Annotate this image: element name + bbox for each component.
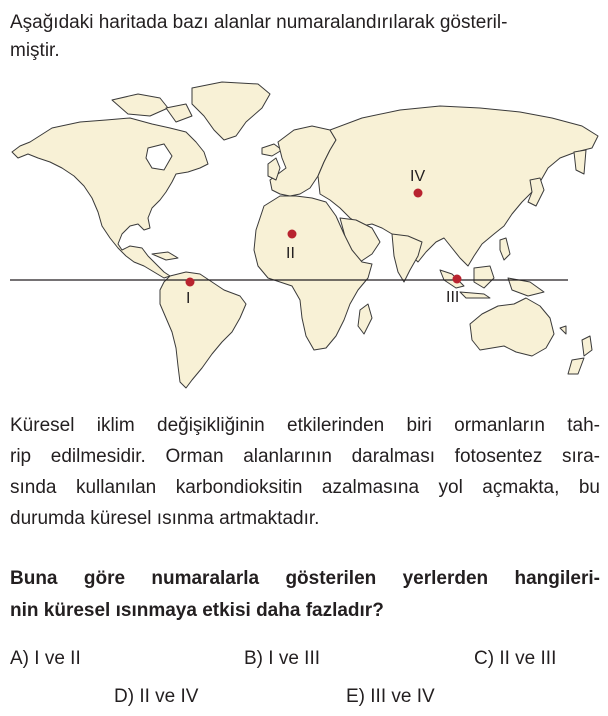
paragraph-line-4: durumda küresel ısınma artmaktadır. bbox=[10, 508, 320, 529]
intro-text bbox=[10, 9, 602, 65]
greenland bbox=[192, 82, 270, 140]
cuba bbox=[152, 252, 178, 260]
java bbox=[460, 292, 490, 298]
question-stem bbox=[10, 563, 600, 627]
arctic-island-2 bbox=[166, 104, 192, 122]
new-guinea bbox=[508, 278, 544, 296]
marker-dot-iii bbox=[453, 275, 462, 284]
australia bbox=[470, 298, 554, 356]
option-d[interactable]: D) II ve IV bbox=[114, 686, 199, 707]
north-america bbox=[12, 118, 208, 278]
south-america bbox=[160, 272, 246, 388]
marker-label-iii: III bbox=[446, 289, 460, 306]
pacific-island bbox=[560, 326, 566, 334]
intro-line-2: miştir. bbox=[10, 40, 60, 61]
new-zealand-south bbox=[568, 358, 584, 374]
marker-dot-ii bbox=[288, 230, 297, 239]
kamchatka bbox=[574, 150, 586, 174]
option-a[interactable]: A) I ve II bbox=[10, 648, 81, 669]
marker-label-iv: IV bbox=[410, 168, 426, 185]
madagascar bbox=[358, 304, 372, 334]
marker-label-ii: II bbox=[286, 245, 295, 262]
marker-dot-iv bbox=[414, 189, 423, 198]
world-map bbox=[0, 78, 608, 398]
intro-line-1: Aşağıdaki haritada bazı alanlar numaralandırılarak gösteril- bbox=[10, 12, 508, 33]
marker-dot-i bbox=[186, 278, 195, 287]
paragraph-line-1: Küresel iklim değişikliğinin etkilerinden biri ormanların tah- bbox=[10, 415, 600, 436]
paragraph-line-3: sında kullanılan karbondioksitin azalmasına yol açmakta, bu bbox=[10, 477, 600, 498]
option-b[interactable]: B) I ve III bbox=[244, 648, 321, 669]
borneo bbox=[474, 266, 494, 288]
question-line-2: nin küresel ısınmaya etkisi daha fazladır? bbox=[10, 600, 384, 621]
context-paragraph bbox=[10, 410, 600, 534]
marker-label-i: I bbox=[186, 290, 191, 307]
paragraph-line-2: rip edilmesidir. Orman alanlarının daralması fotosentez sıra- bbox=[10, 446, 600, 467]
new-zealand bbox=[582, 336, 592, 356]
philippines bbox=[500, 238, 510, 260]
option-c[interactable]: C) II ve III bbox=[474, 648, 557, 669]
question-line-1: Buna göre numaralarla gösterilen yerlerden hangileri- bbox=[10, 568, 600, 589]
arctic-islands bbox=[112, 94, 168, 116]
option-e[interactable]: E) III ve IV bbox=[346, 686, 435, 707]
